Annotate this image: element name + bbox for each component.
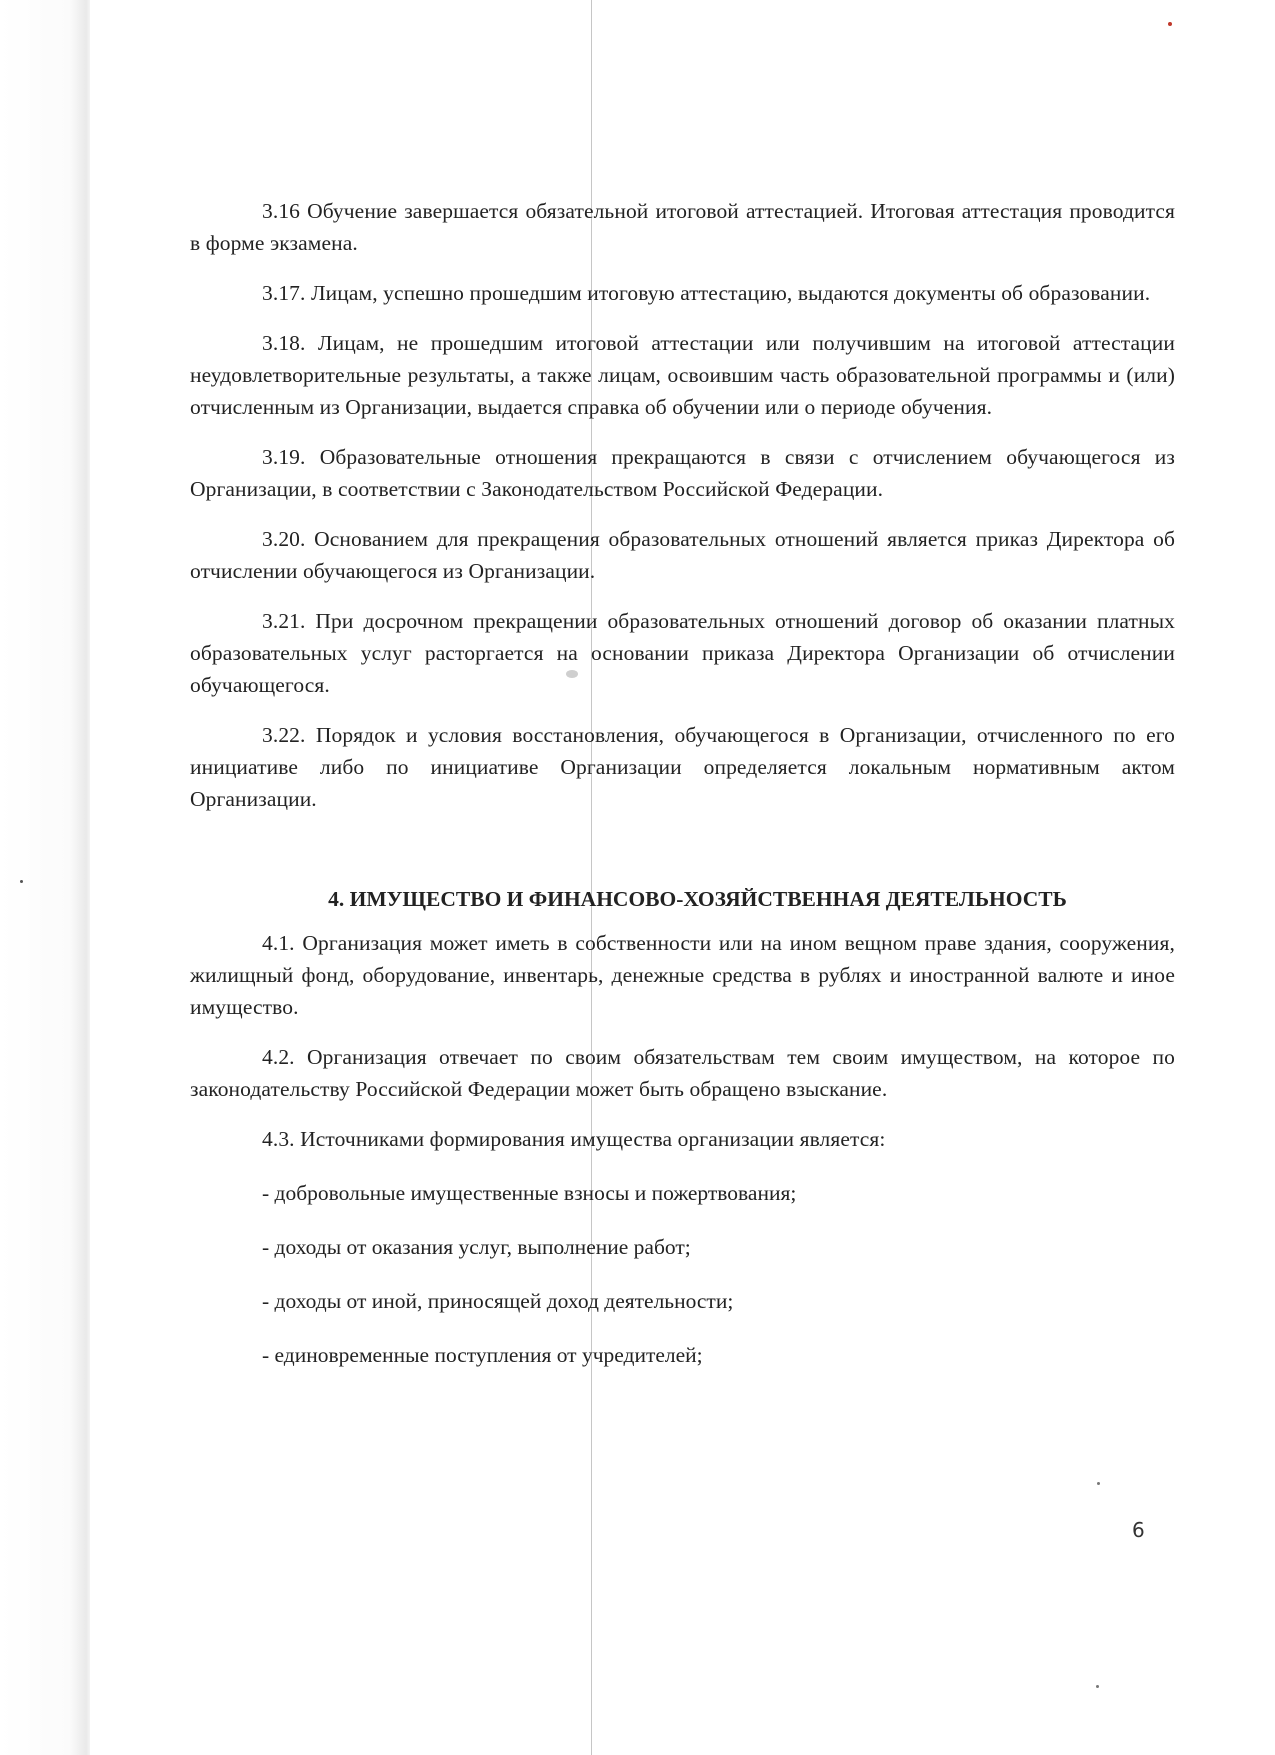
paragraph-3-19: 3.19. Образовательные отношения прекращаются в связи с отчислением обучающегося из Организации, в соответствии с Законодательством Российской Федерации.: [190, 445, 1175, 501]
scan-speck: [1097, 1482, 1100, 1485]
paragraph-3-16: 3.16 Обучение завершается обязательной итоговой аттестацией. Итоговая аттестация проводится в форме экзамена.: [190, 199, 1175, 255]
list-item: - добровольные имущественные взносы и пожертвования;: [262, 1181, 797, 1205]
list-item: - единовременные поступления от учредителей;: [262, 1343, 703, 1367]
list-item: - доходы от иной, приносящей доход деятельности;: [262, 1289, 734, 1313]
paragraph-3-21: 3.21. При досрочном прекращении образовательных отношений договор об оказании платных образовательных услуг расторгается на основании приказа Директора Организации об отчислении обучающегося.: [190, 609, 1175, 697]
paragraph-4-1: 4.1. Организация может иметь в собственности или на ином вещном праве здания, сооружения, жилищный фонд, оборудование, инвентарь, денежные средства в рублях и иностранной валюте и иное имущество.: [190, 931, 1175, 1019]
paragraph-4-3: 4.3. Источниками формирования имущества организации является:: [262, 1127, 886, 1151]
page-number: 6: [1132, 1518, 1145, 1542]
scan-speck: [1096, 1685, 1099, 1688]
section-4-heading: 4. ИМУЩЕСТВО И ФИНАНСОВО-ХОЗЯЙСТВЕННАЯ ДЕЯТЕЛЬНОСТЬ: [328, 887, 1067, 911]
paragraph-4-2: 4.2. Организация отвечает по своим обязательствам тем своим имуществом, на которое по законодательству Российской Федерации может быть обращено взыскание.: [190, 1045, 1175, 1101]
paragraph-3-17: 3.17. Лицам, успешно прошедшим итоговую аттестацию, выдаются документы об образовании.: [262, 281, 1151, 305]
scan-speck: [1168, 22, 1172, 26]
paragraph-3-22: 3.22. Порядок и условия восстановления, обучающегося в Организации, отчисленного по его инициативе либо по инициативе Организации определяется локальным нормативным актом Организации.: [190, 723, 1175, 811]
scan-left-edge: [0, 0, 90, 1755]
document-page: [190, 195, 1175, 1393]
scan-speck: [20, 880, 23, 883]
list-item: - доходы от оказания услуг, выполнение работ;: [262, 1235, 691, 1259]
paragraph-3-18: 3.18. Лицам, не прошедшим итоговой аттестации или получившим на итоговой аттестации неудовлетворительные результаты, а также лицам, освоившим часть образовательной программы и (или) отчисленным из Организации, выдается справка об обучении или о периоде обучения.: [190, 331, 1175, 419]
paragraph-3-20: 3.20. Основанием для прекращения образовательных отношений является приказ Директора об отчислении обучающегося из Организации.: [190, 527, 1175, 583]
